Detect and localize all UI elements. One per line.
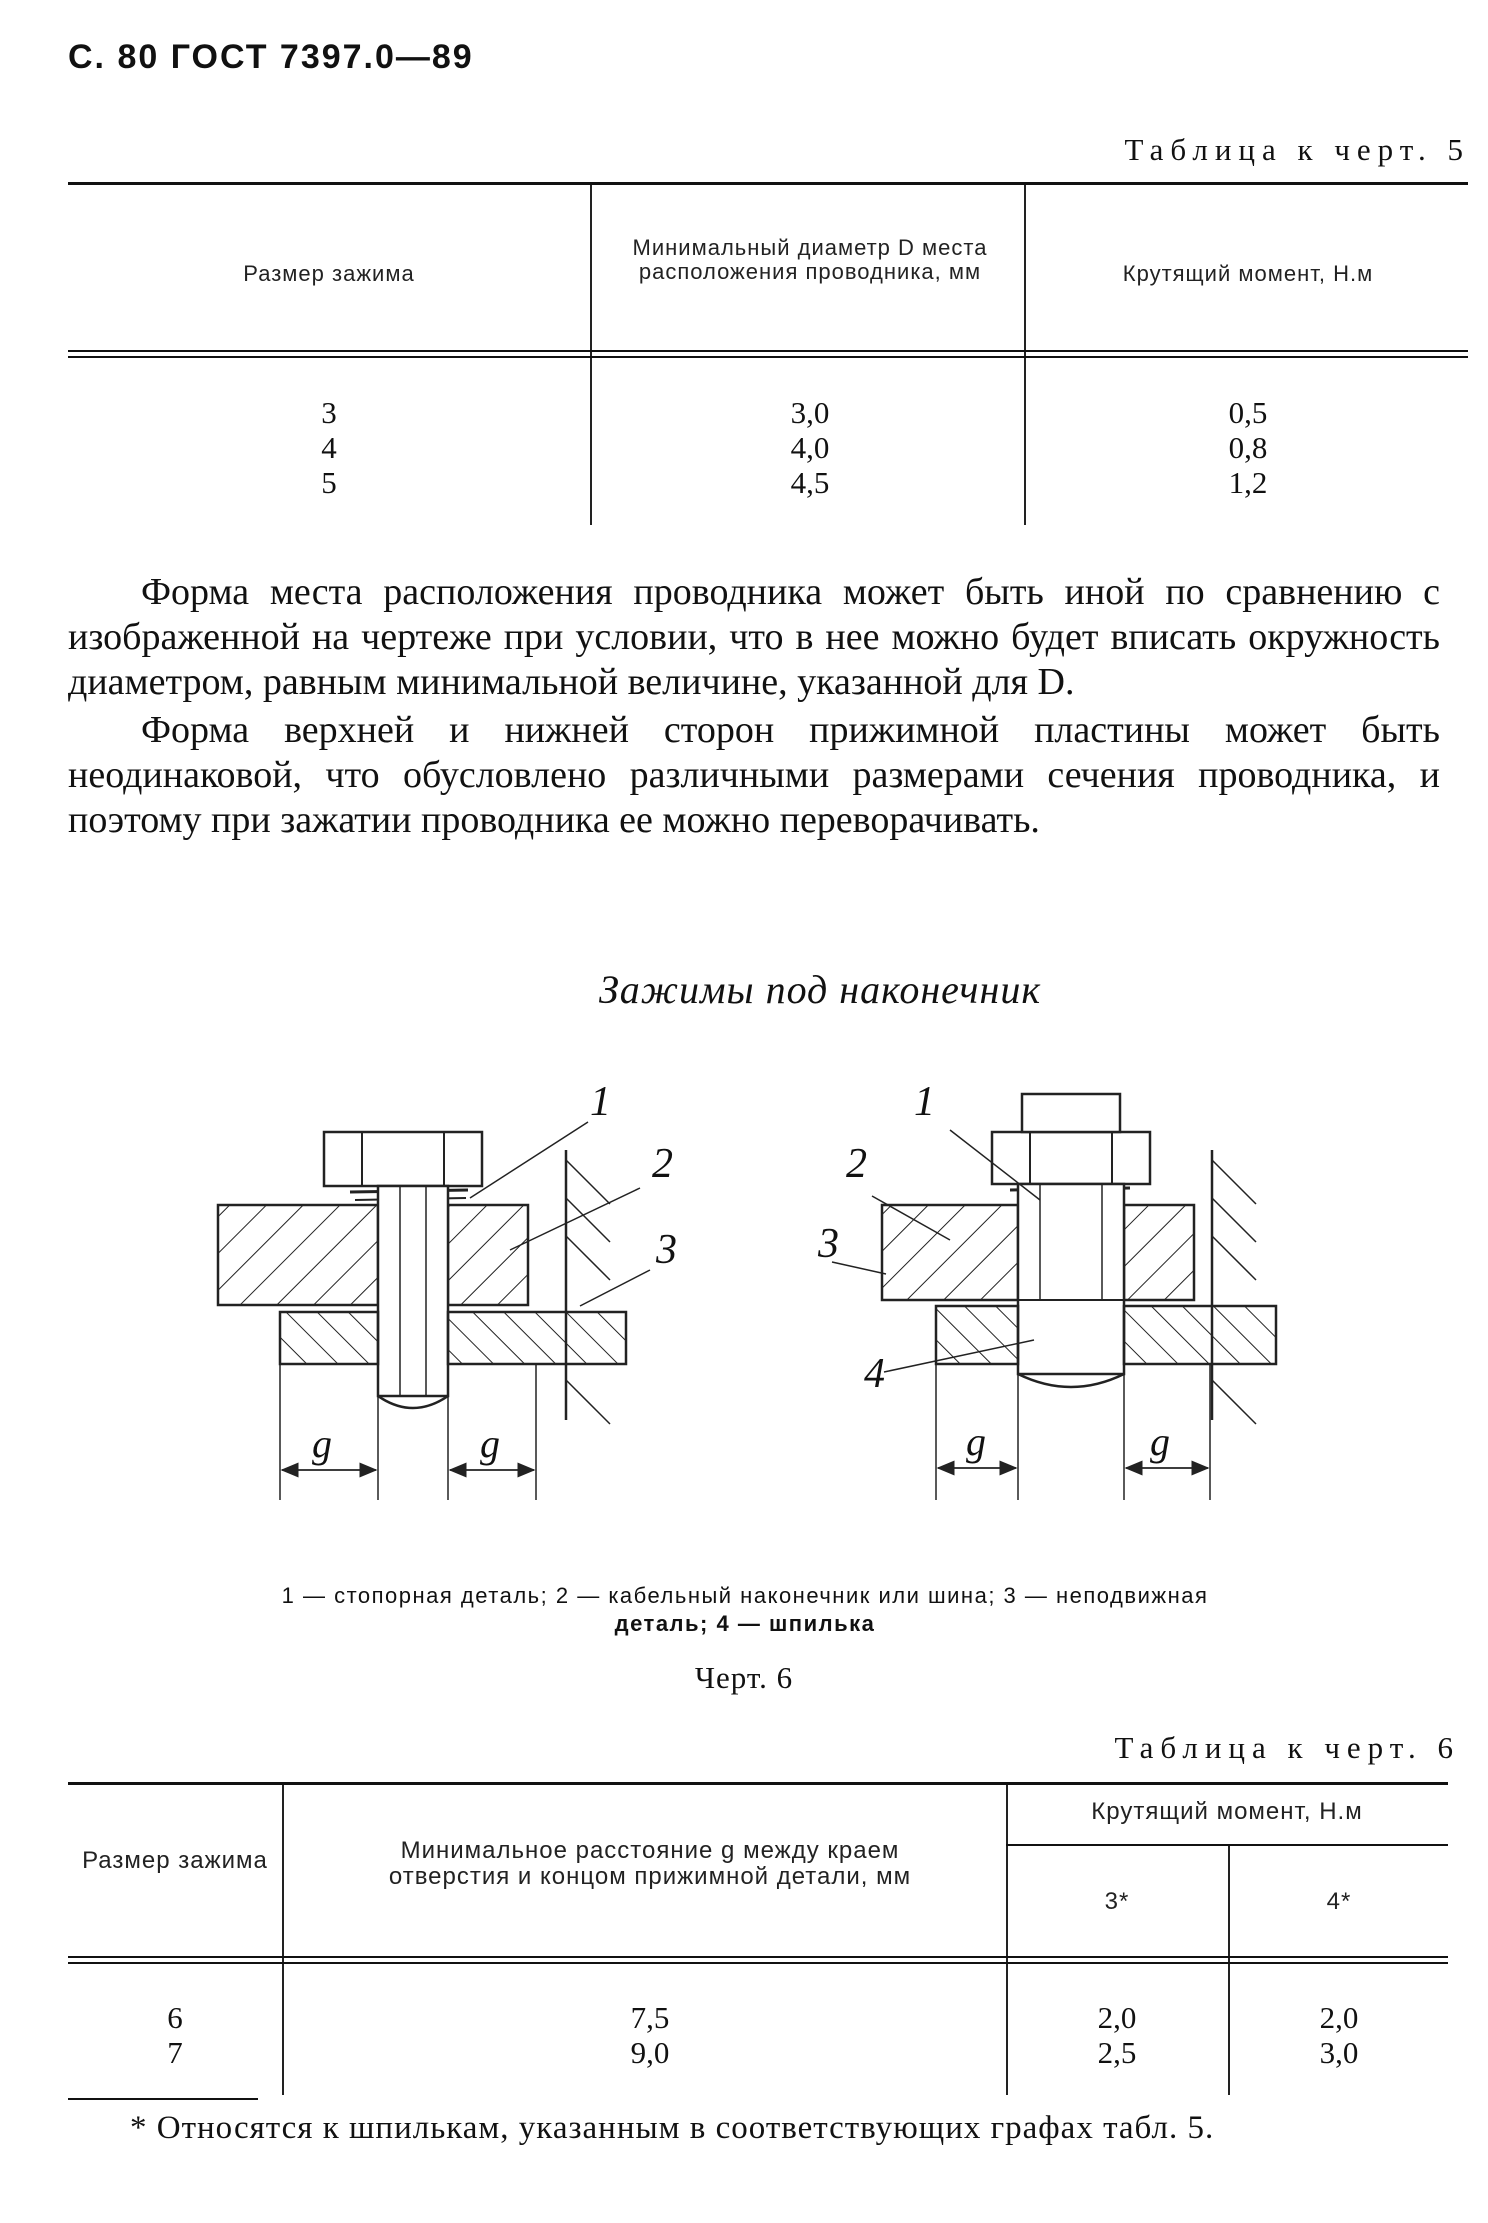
label-3-right: 3 xyxy=(818,1221,839,1267)
dimension-label-left-2: g xyxy=(480,1421,500,1466)
table-cell: 6 xyxy=(167,2000,183,2035)
table5-divider-2 xyxy=(1024,185,1026,525)
label-3-left: 3 xyxy=(656,1227,677,1273)
table-cell: 7,5 xyxy=(630,2000,670,2035)
dimension-label-right-1: g xyxy=(966,1419,986,1464)
table6-col-torque4 xyxy=(1230,2000,1448,2070)
table6-col-size xyxy=(68,2000,282,2070)
leader-line xyxy=(580,1270,650,1306)
legend-line-2: деталь; 4 — шпилька xyxy=(614,1611,876,1636)
screw-tip xyxy=(378,1396,448,1408)
label-2-right: 2 xyxy=(846,1141,867,1187)
wall-hatch xyxy=(1212,1236,1256,1280)
table5-col-size xyxy=(68,395,590,500)
cable-lug-right xyxy=(1124,1205,1194,1300)
table5-col-torque xyxy=(1028,395,1468,500)
fixed-part-left xyxy=(280,1312,378,1364)
table-cell: 3,0 xyxy=(790,395,830,430)
stud-base xyxy=(1018,1374,1124,1387)
fixed-part-left xyxy=(936,1306,1018,1364)
footnote-rule xyxy=(68,2098,258,2100)
table-cell: 1,2 xyxy=(1228,465,1268,500)
table-cell: 2,0 xyxy=(1319,2000,1359,2035)
leader-line xyxy=(470,1122,588,1198)
table6-subheader-3: 3* xyxy=(1104,1888,1130,1915)
table6-header-rule-b xyxy=(68,1962,1448,1964)
paragraph-1: Форма места расположения проводника может быть иной по сравнению с изображенной на чертеже при условии, что в нее можно будет вписать окружность диаметром, равным минимальной величине, указанной для D. xyxy=(68,571,1440,703)
fixed-part-right xyxy=(448,1312,626,1364)
paragraph-2: Форма верхней и нижней сторон прижимной пластины может быть неодинаковой, что обусловлено различными размерами сечения проводника, и поэтому при зажатии проводника ее можно переворачивать. xyxy=(68,709,1440,841)
table6-subheader-rule xyxy=(1006,1844,1448,1846)
table6-divider-1 xyxy=(282,1785,284,2095)
table6-col-torque3 xyxy=(1006,2000,1228,2070)
table-cell: 2,5 xyxy=(1097,2035,1137,2070)
stud-end xyxy=(1022,1094,1120,1132)
table-cell: 2,0 xyxy=(1097,2000,1137,2035)
body-text xyxy=(68,570,1440,843)
table-cell: 4,0 xyxy=(790,430,830,465)
wall-hatch xyxy=(566,1236,610,1280)
table-cell: 0,5 xyxy=(1228,395,1268,430)
leader-line xyxy=(832,1262,886,1274)
fixed-part-right xyxy=(1124,1306,1276,1364)
left-terminal-drawing xyxy=(218,1122,650,1500)
figure-drawing xyxy=(0,1060,1488,1520)
label-2-left: 2 xyxy=(652,1141,673,1187)
table6-col-distance xyxy=(380,2000,920,2070)
table6-header-rule-a xyxy=(68,1956,1448,1958)
label-1-left: 1 xyxy=(590,1079,611,1125)
figure-legend xyxy=(90,1582,1400,1638)
footnote: * Относятся к шпилькам, указанным в соответствующих графах табл. 5. xyxy=(130,2110,1215,2146)
table5-caption: Таблица к черт. 5 xyxy=(1124,132,1470,167)
table5-header-rule-a xyxy=(68,350,1468,352)
wall-hatch xyxy=(566,1380,610,1424)
table6-header-size: Размер зажима xyxy=(82,1847,268,1874)
label-1-right: 1 xyxy=(914,1079,935,1125)
bolt-head xyxy=(324,1132,482,1186)
table6-subheader-4: 4* xyxy=(1326,1888,1352,1915)
leader-line xyxy=(510,1188,640,1250)
table6-header-torque: Крутящий момент, Н.м xyxy=(1091,1798,1363,1825)
cable-lug-left xyxy=(218,1205,378,1305)
table5-header-torque: Крутящий момент, Н.м xyxy=(1122,261,1374,286)
page-header: С. 80 ГОСТ 7397.0—89 xyxy=(68,38,474,76)
table-cell: 3 xyxy=(321,395,337,430)
wall-hatch xyxy=(566,1160,610,1204)
wall-hatch xyxy=(1212,1198,1256,1242)
figure-caption: Черт. 6 xyxy=(694,1660,794,1695)
table6-caption: Таблица к черт. 6 xyxy=(1114,1730,1460,1765)
table6-top-rule xyxy=(68,1782,1448,1785)
table5-header-diameter: Минимальный диаметр D места расположения проводника, мм xyxy=(632,235,988,284)
dimension-label-left-1: g xyxy=(312,1421,332,1466)
table6-header-distance: Минимальное расстояние g между краем отверстия и концом прижимной детали, мм xyxy=(388,1837,912,1890)
table-cell: 0,8 xyxy=(1228,430,1268,465)
table-cell: 4,5 xyxy=(790,465,830,500)
wall-hatch xyxy=(1212,1380,1256,1424)
table-cell: 9,0 xyxy=(630,2035,670,2070)
table5-header-rule-b xyxy=(68,356,1468,358)
stud xyxy=(1018,1184,1124,1374)
table-cell: 5 xyxy=(321,465,337,500)
legend-line-1: 1 — стопорная деталь; 2 — кабельный наконечник или шина; 3 — неподвижная xyxy=(281,1583,1209,1608)
table-cell: 4 xyxy=(321,430,337,465)
cable-lug-right xyxy=(448,1205,528,1305)
wall-hatch xyxy=(1212,1160,1256,1204)
nut xyxy=(992,1132,1150,1184)
right-terminal-drawing xyxy=(832,1094,1276,1500)
label-4-right: 4 xyxy=(864,1351,885,1397)
table-cell: 3,0 xyxy=(1319,2035,1359,2070)
cable-lug-left xyxy=(882,1205,1018,1300)
table5-col-diameter xyxy=(600,395,1020,500)
screw-shank xyxy=(378,1186,448,1396)
table5-divider-1 xyxy=(590,185,592,525)
dimension-label-right-2: g xyxy=(1150,1419,1170,1464)
table5-top-rule xyxy=(68,182,1468,185)
table5-header-size: Размер зажима xyxy=(243,261,415,286)
table-cell: 7 xyxy=(167,2035,183,2070)
figure-title: Зажимы под наконечник xyxy=(598,967,1042,1012)
